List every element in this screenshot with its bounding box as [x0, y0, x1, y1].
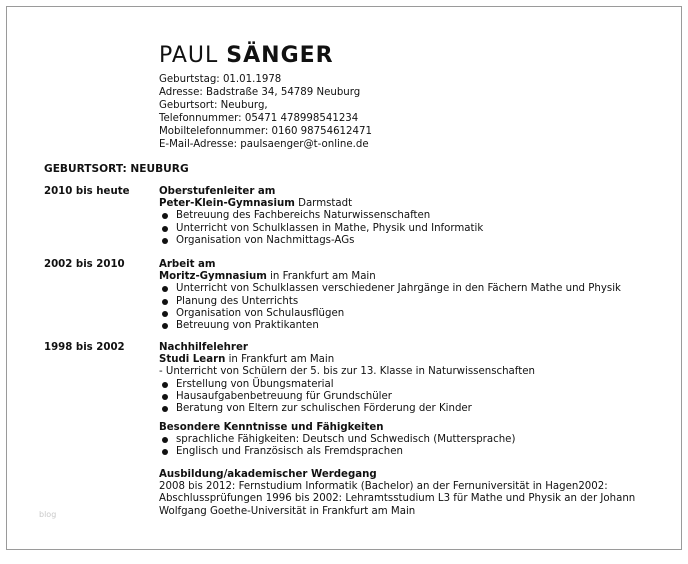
entry-body: [159, 259, 659, 332]
contact-birthday: Geburtstag: 01.01.1978: [159, 74, 282, 85]
entry-description: - Unterricht von Schülern der 5. bis zur 13. Klasse in Naturwissenschaften: [159, 366, 535, 378]
last-name: SÄNGER: [226, 43, 334, 68]
contact-email: E-Mail-Adresse: paulsaenger@t-online.de: [159, 139, 369, 150]
entry-institution: [159, 271, 659, 283]
institution-name: Studi Learn: [159, 354, 226, 366]
contact-address: Adresse: Badstraße 34, 54789 Neuburg: [159, 87, 361, 98]
list-item: Unterricht von Schulklassen in Mathe, Physik und Informatik: [159, 223, 659, 235]
entry-body: [159, 342, 659, 415]
entry-date: 2010 bis heute: [44, 186, 130, 197]
entry-title: Oberstufenleiter am: [159, 186, 276, 197]
bullet-list: [159, 210, 659, 247]
education-line: Wolfgang Goethe-Universität in Frankfurt am Main: [159, 505, 416, 517]
section-heading: GEBURTSORT: NEUBURG: [44, 163, 189, 175]
institution-location: in Frankfurt am Main: [266, 271, 376, 283]
first-name: PAUL: [159, 43, 219, 68]
institution-name: Moritz-Gymnasium: [159, 271, 267, 283]
list-item: sprachliche Fähigkeiten: Deutsch und Schwedisch (Muttersprache): [159, 434, 659, 446]
list-item: Organisation von Nachmittags-AGs: [159, 235, 659, 247]
education-block: [159, 469, 659, 518]
list-item: Betreuung von Praktikanten: [159, 320, 659, 332]
list-item: Organisation von Schulausflügen: [159, 308, 659, 320]
list-item: Planung des Unterrichts: [159, 296, 659, 308]
bullet-list: [159, 283, 659, 332]
contact-phone: Telefonnummer: 05471 478998541234: [159, 113, 359, 124]
entry-institution: [159, 354, 659, 366]
education-line: Abschlussprüfungen 1996 bis 2002: Lehramtsstudium L3 für Mathe und Physik an der Johann: [159, 493, 636, 505]
contact-block: [159, 73, 372, 151]
institution-location: Darmstadt: [294, 198, 353, 210]
list-item: Beratung von Eltern zur schulischen Förderung der Kinder: [159, 403, 659, 415]
entry-title: Nachhilfelehrer: [159, 342, 248, 353]
bullet-list: [159, 379, 659, 416]
entry-institution: [159, 198, 659, 210]
contact-mobile: Mobiltelefonnummer: 0160 98754612471: [159, 126, 372, 137]
institution-name: Peter-Klein-Gymnasium: [159, 198, 295, 210]
entry-body: [159, 186, 659, 247]
education-title: Ausbildung/akademischer Werdegang: [159, 469, 377, 480]
contact-birthplace: Geburtsort: Neuburg,: [159, 100, 268, 111]
cv-page: [6, 6, 682, 550]
list-item: Unterricht von Schulklassen verschiedener Jahrgänge in den Fächern Mathe und Physik: [159, 283, 659, 295]
list-item: Hausaufgabenbetreuung für Grundschüler: [159, 391, 659, 403]
education-line: 2008 bis 2012: Fernstudium Informatik (Bachelor) an der Fernuniversität in Hagen2002:: [159, 481, 608, 493]
bullet-list: [159, 434, 659, 458]
list-item: Englisch und Französisch als Fremdsprachen: [159, 446, 659, 458]
list-item: Betreuung des Fachbereichs Naturwissenschaften: [159, 210, 659, 222]
skills-title: Besondere Kenntnisse und Fähigkeiten: [159, 422, 384, 433]
institution-location: in Frankfurt am Main: [225, 354, 335, 366]
entry-title: Arbeit am: [159, 259, 216, 270]
list-item: Erstellung von Übungsmaterial: [159, 379, 659, 391]
entry-date: 1998 bis 2002: [44, 342, 125, 353]
skills-block: [159, 422, 659, 459]
watermark: blog: [39, 510, 57, 519]
entry-date: 2002 bis 2010: [44, 259, 125, 270]
page-title: [159, 43, 334, 68]
